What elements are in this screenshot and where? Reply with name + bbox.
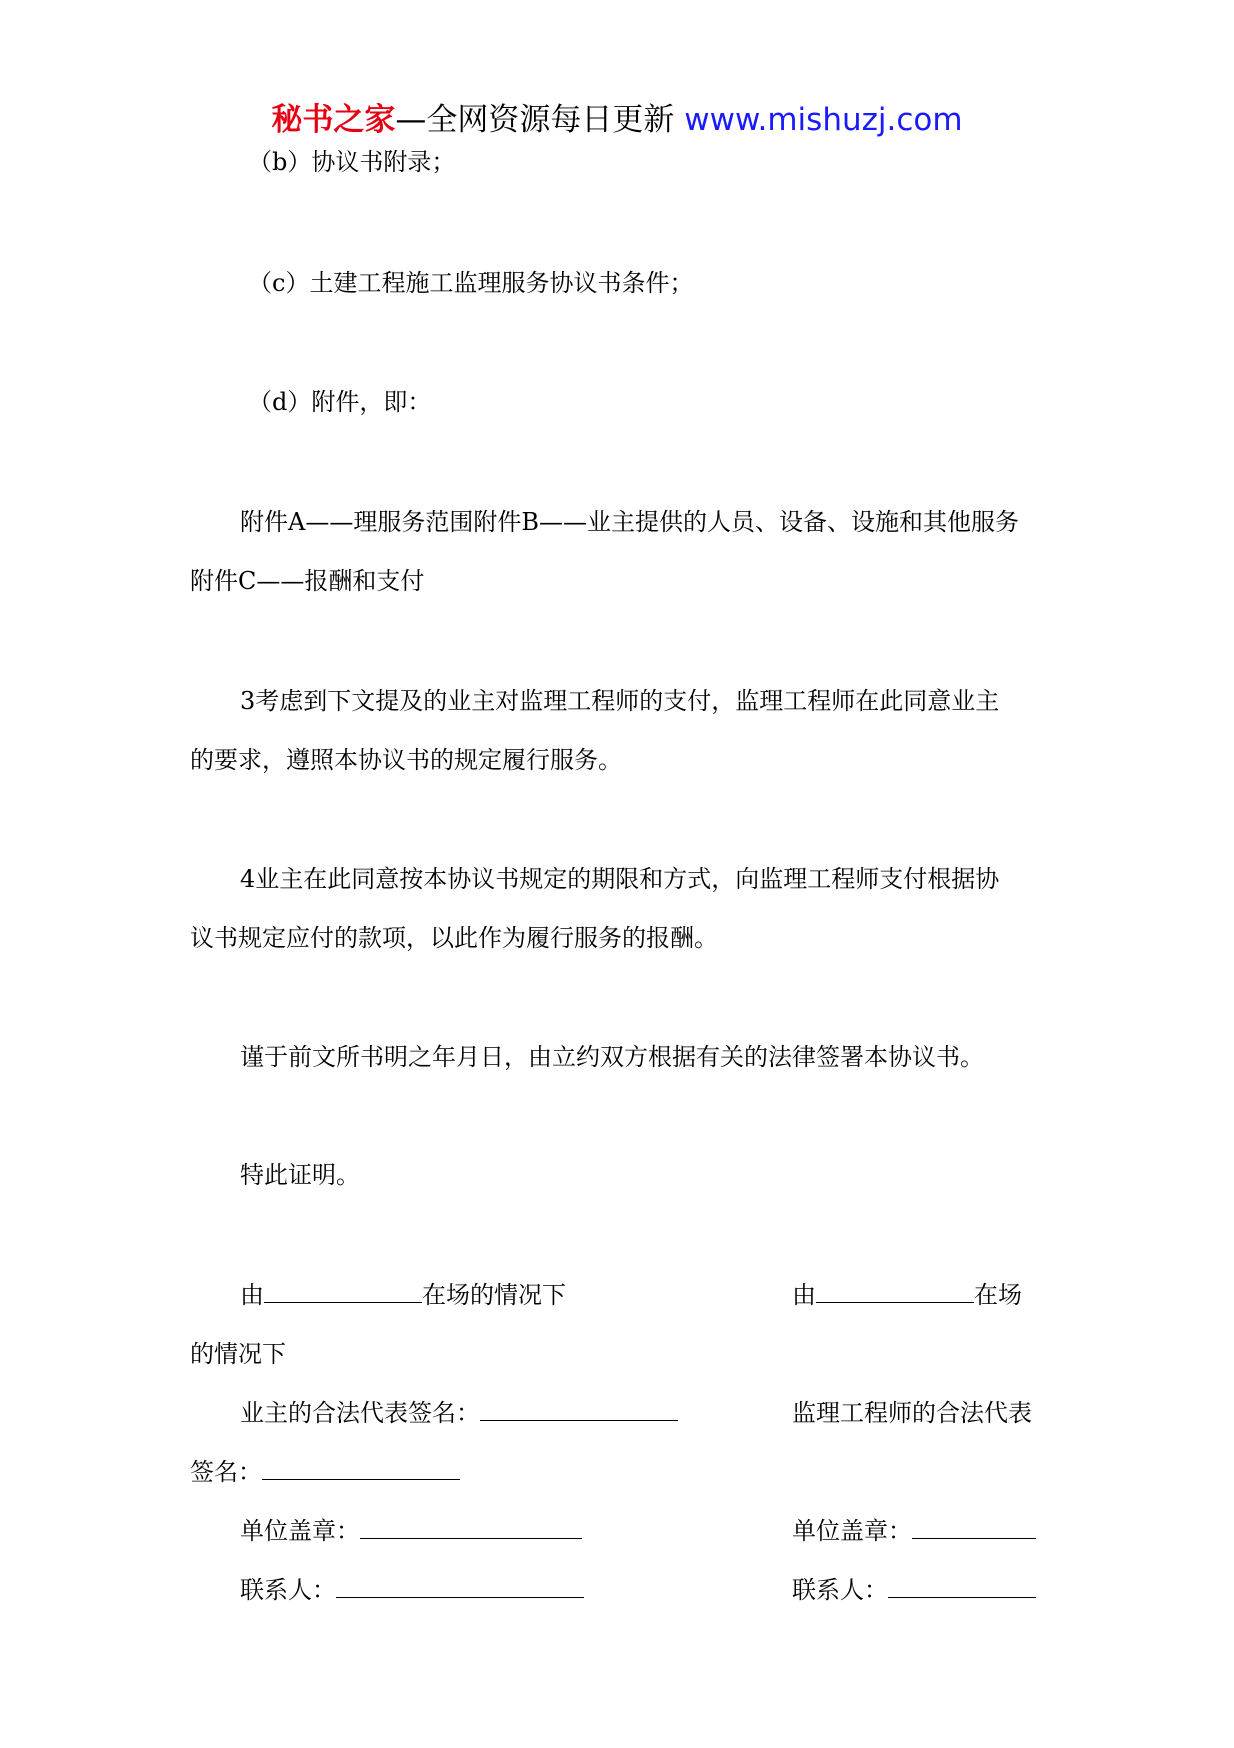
annex-line-2: 附件C——报酬和支付 (190, 567, 425, 595)
presence-left (240, 1280, 566, 1310)
item-d: （d）附件，即： (248, 388, 432, 416)
owner-rep-signature (240, 1398, 678, 1428)
clause-4-line-1: 4业主在此同意按本协议书规定的期限和方式，向监理工程师支付根据协 (240, 865, 1000, 893)
header-url-link[interactable]: www.mishuzj.com (684, 102, 963, 138)
contact-right-label: 联系人： (792, 1576, 888, 1604)
engineer-rep-signature (190, 1457, 460, 1487)
brand-name: 秘书之家 (271, 102, 396, 138)
presence-wrap-line: 的情况下 (190, 1340, 286, 1368)
presence-right (792, 1280, 1022, 1310)
contact-left-blank[interactable] (336, 1577, 584, 1598)
by-label-left: 由 (240, 1281, 264, 1309)
header-tagline: —全网资源每日更新 (395, 102, 675, 138)
presence-label-right: 在场 (974, 1281, 1022, 1309)
engineer-rep-signature-blank[interactable] (262, 1459, 460, 1480)
certify-statement: 特此证明。 (240, 1161, 360, 1189)
presence-label-left: 在场的情况下 (422, 1281, 566, 1309)
seal-left (240, 1516, 582, 1546)
item-c: （c）土建工程施工监理服务协议书条件； (248, 269, 694, 297)
owner-rep-label: 业主的合法代表签名： (240, 1399, 480, 1427)
contact-right-blank[interactable] (888, 1577, 1036, 1598)
by-label-right: 由 (792, 1281, 816, 1309)
engineer-rep-label-line-1: 监理工程师的合法代表 (792, 1399, 1032, 1427)
site-watermark-header (0, 100, 1234, 140)
contact-right (792, 1575, 1036, 1605)
presence-right-blank[interactable] (816, 1282, 974, 1303)
witness-statement: 谨于前文所书明之年月日，由立约双方根据有关的法律签署本协议书。 (240, 1043, 984, 1071)
clause-3-line-1: 3考虑到下文提及的业主对监理工程师的支付，监理工程师在此同意业主 (240, 687, 1000, 715)
presence-left-blank[interactable] (264, 1282, 422, 1303)
clause-3-line-2: 的要求，遵照本协议书的规定履行服务。 (190, 746, 622, 774)
contact-left-label: 联系人： (240, 1576, 336, 1604)
item-b: （b）协议书附录； (248, 148, 456, 176)
clause-4-line-2: 议书规定应付的款项，以此作为履行服务的报酬。 (190, 924, 718, 952)
seal-right-label: 单位盖章： (792, 1517, 912, 1545)
seal-left-blank[interactable] (360, 1518, 582, 1539)
annex-line-1: 附件A——理服务范围附件B——业主提供的人员、设备、设施和其他服务 (240, 508, 1019, 536)
seal-right-blank[interactable] (912, 1518, 1036, 1539)
seal-right (792, 1516, 1036, 1546)
seal-left-label: 单位盖章： (240, 1517, 360, 1545)
owner-rep-signature-blank[interactable] (480, 1400, 678, 1421)
contact-left (240, 1575, 584, 1605)
engineer-rep-label-line-2: 签名： (190, 1458, 262, 1486)
